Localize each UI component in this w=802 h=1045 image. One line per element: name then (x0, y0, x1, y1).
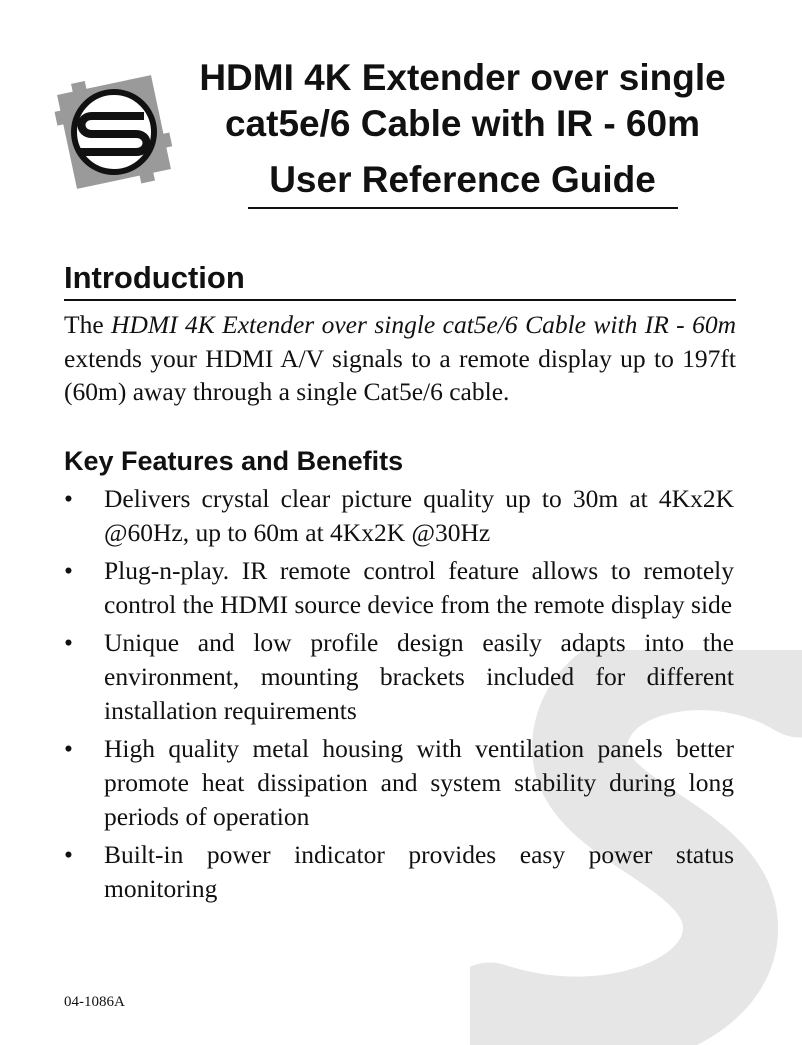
key-features-heading: Key Features and Benefits (64, 446, 404, 476)
document-title-line-2: cat5e/6 Cable with IR - 60m (224, 103, 700, 144)
introduction-heading: Introduction (64, 260, 245, 295)
guide-title: User Reference Guide (269, 159, 656, 200)
bullet-icon: • (64, 484, 73, 513)
bullet-icon: • (64, 628, 73, 657)
feature-text: Plug-n-play. IR remote control feature allows to remotely control the HDMI source device from the remote display side (104, 556, 734, 619)
feature-item (64, 554, 734, 622)
feature-text: Delivers crystal clear picture quality up to 30m at 4Kx2K @60Hz, up to 60m at 4Kx2K @30Hz (104, 484, 734, 547)
feature-item (64, 732, 734, 834)
document-title-line-1: HDMI 4K Extender over single (199, 57, 726, 98)
guide-title-underline (248, 207, 678, 209)
intro-text-before: The (64, 310, 112, 339)
feature-list (64, 482, 734, 910)
company-logo-icon (52, 70, 176, 194)
document-number: 04-1086A (64, 994, 125, 1010)
introduction-paragraph (64, 308, 736, 409)
intro-text-after: extends your HDMI A/V signals to a remote display up to 197ft (60m) away through a single Cat5e/6 cable. (64, 343, 736, 406)
feature-item (64, 838, 734, 906)
feature-text: Unique and low profile design easily adapts into the environment, mounting brackets included for different installation requirements (104, 628, 734, 725)
intro-product-name: HDMI 4K Extender over single cat5e/6 Cable with IR - 60m (111, 310, 736, 339)
bullet-icon: • (64, 556, 73, 585)
introduction-rule (64, 299, 736, 301)
feature-text: Built-in power indicator provides easy power status monitoring (104, 840, 734, 903)
bullet-icon: • (64, 734, 73, 763)
bullet-icon: • (64, 840, 73, 869)
feature-text: High quality metal housing with ventilation panels better promote heat dissipation and system stability during long periods of operation (104, 734, 734, 831)
feature-item (64, 482, 734, 550)
feature-item (64, 626, 734, 728)
